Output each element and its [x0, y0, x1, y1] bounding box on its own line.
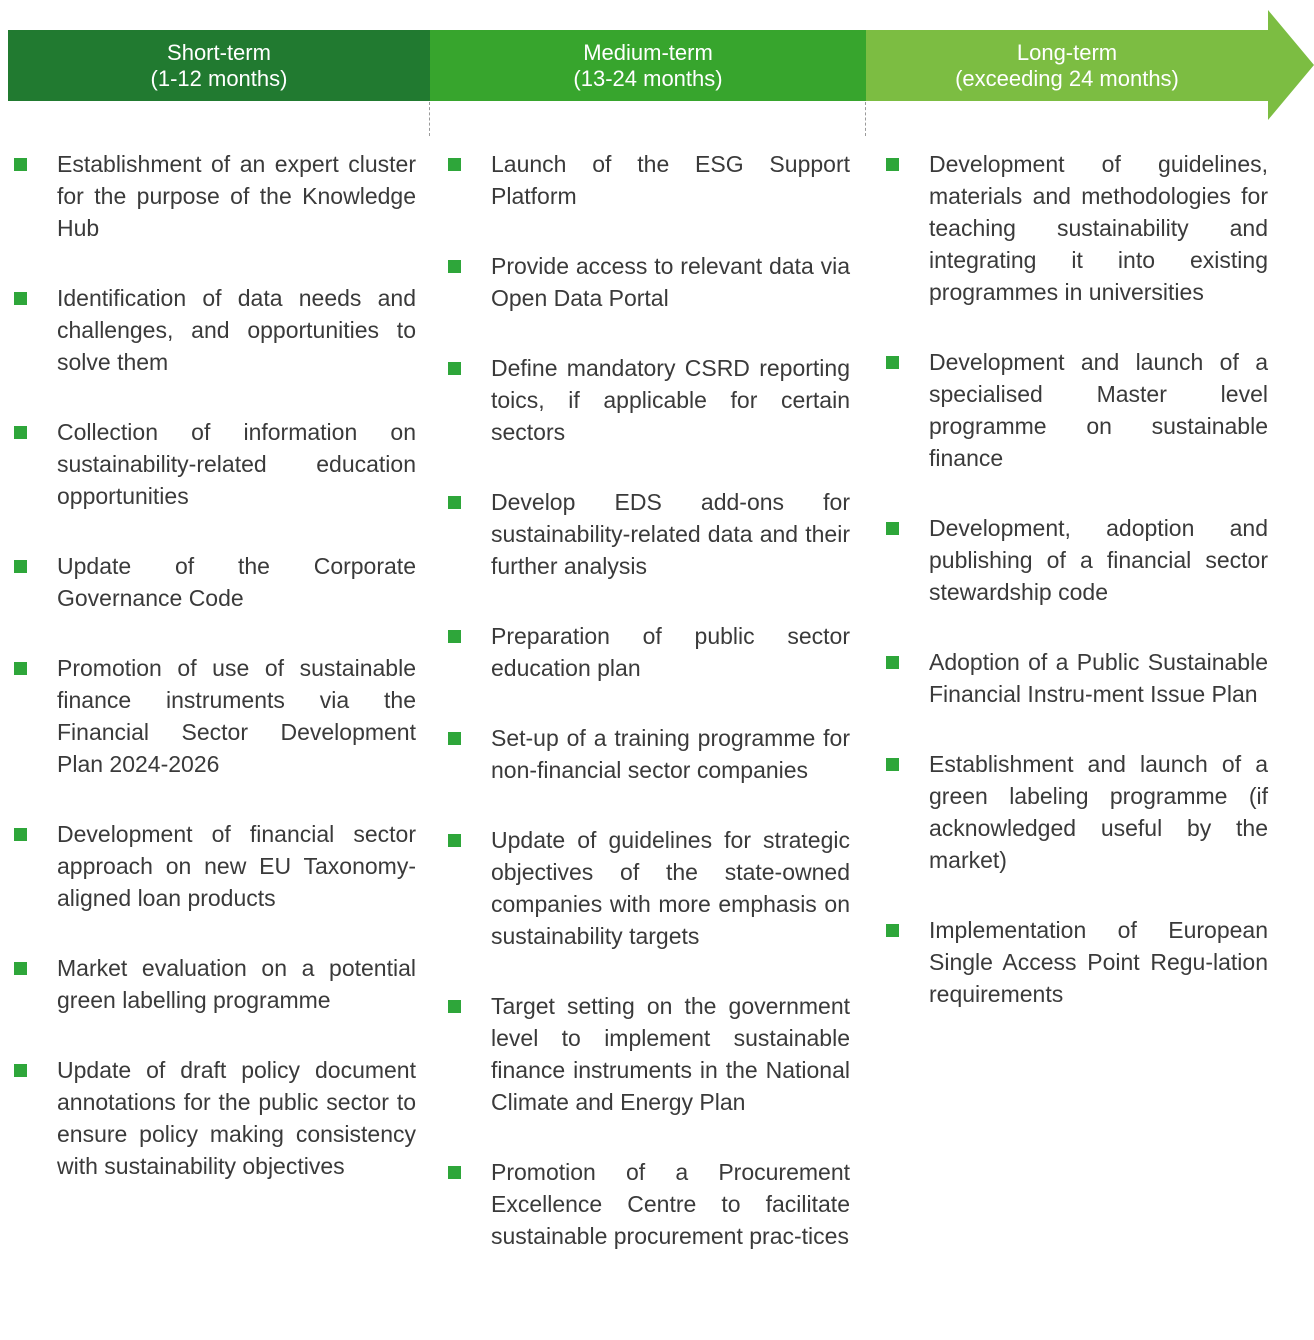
- long-term-title: Long-term: [1016, 39, 1118, 65]
- list-item: [10, 652, 416, 780]
- square-bullet-icon: [448, 496, 461, 509]
- list-item-text: Establishment and launch of a green labeling programme (if acknowledged useful by the market): [929, 751, 1268, 873]
- list-item-text: Preparation of public sector education plan: [491, 623, 850, 681]
- medium-term-header: [430, 30, 866, 101]
- list-item-text: Development of financial sector approach on new EU Taxonomy-aligned loan products: [57, 821, 416, 911]
- list-item: [444, 486, 850, 582]
- list-item: [10, 1054, 416, 1182]
- square-bullet-icon: [14, 1064, 27, 1077]
- list-item: [882, 148, 1268, 308]
- list-item-text: Target setting on the government level to implement sustainable finance instruments in the National Climate and Energy Plan: [491, 993, 850, 1115]
- square-bullet-icon: [448, 362, 461, 375]
- list-item-text: Establishment of an expert cluster for the purpose of the Knowledge Hub: [57, 151, 416, 241]
- list-item: [882, 346, 1268, 474]
- list-item-text: Adoption of a Public Sustainable Financial Instru-ment Issue Plan: [929, 649, 1268, 707]
- square-bullet-icon: [448, 630, 461, 643]
- list-item-text: Identification of data needs and challenges, and opportunities to solve them: [57, 285, 416, 375]
- list-item-text: Development and launch of a specialised Master level programme on sustainable finance: [929, 349, 1268, 471]
- list-item-text: Development of guidelines, materials and methodologies for teaching sustainability and integrating it into existing programmes in universities: [929, 151, 1268, 305]
- list-item: [444, 250, 850, 314]
- list-item: [10, 952, 416, 1016]
- square-bullet-icon: [886, 758, 899, 771]
- list-item-text: Promotion of use of sustainable finance instruments via the Financial Sector Development Plan 2024-2026: [57, 655, 416, 777]
- medium-term-period: (13-24 months): [573, 65, 723, 91]
- square-bullet-icon: [14, 828, 27, 841]
- square-bullet-icon: [886, 522, 899, 535]
- long-term-column: [882, 148, 1268, 1048]
- square-bullet-icon: [14, 560, 27, 573]
- list-item-text: Implementation of European Single Access Point Regu-lation requirements: [929, 917, 1268, 1007]
- square-bullet-icon: [448, 1166, 461, 1179]
- list-item: [10, 550, 416, 614]
- list-item: [882, 512, 1268, 608]
- square-bullet-icon: [14, 292, 27, 305]
- square-bullet-icon: [448, 260, 461, 273]
- list-item: [444, 1156, 850, 1252]
- square-bullet-icon: [14, 662, 27, 675]
- medium-term-title: Medium-term: [583, 39, 713, 65]
- square-bullet-icon: [448, 1000, 461, 1013]
- list-item: [444, 620, 850, 684]
- list-item-text: Define mandatory CSRD reporting toics, if applicable for certain sectors: [491, 355, 850, 445]
- list-item-text: Update of draft policy document annotations for the public sector to ensure policy making consistency with sustainability objectives: [57, 1057, 416, 1179]
- long-term-period: (exceeding 24 months): [955, 65, 1179, 91]
- list-item-text: Update of the Corporate Governance Code: [57, 553, 416, 611]
- list-item: [10, 818, 416, 914]
- list-item-text: Develop EDS add-ons for sustainability-related data and their further analysis: [491, 489, 850, 579]
- list-item: [444, 824, 850, 952]
- long-term-header: [866, 30, 1268, 101]
- square-bullet-icon: [448, 158, 461, 171]
- list-item: [444, 352, 850, 448]
- list-item-text: Update of guidelines for strategic objectives of the state-owned companies with more emphasis on sustainability targets: [491, 827, 850, 949]
- short-term-column: [10, 148, 416, 1220]
- list-item-text: Promotion of a Procurement Excellence Centre to facilitate sustainable procurement prac-tices: [491, 1159, 850, 1249]
- square-bullet-icon: [886, 924, 899, 937]
- square-bullet-icon: [14, 426, 27, 439]
- short-term-title: Short-term: [167, 39, 271, 65]
- square-bullet-icon: [14, 158, 27, 171]
- list-item: [10, 416, 416, 512]
- list-item: [444, 148, 850, 212]
- square-bullet-icon: [448, 834, 461, 847]
- square-bullet-icon: [886, 656, 899, 669]
- list-item: [882, 646, 1268, 710]
- divider-short-medium: [429, 102, 430, 136]
- divider-medium-long: [865, 102, 866, 136]
- list-item-text: Collection of information on sustainability-related education opportunities: [57, 419, 416, 509]
- square-bullet-icon: [886, 158, 899, 171]
- list-item-text: Development, adoption and publishing of a financial sector stewardship code: [929, 515, 1268, 605]
- short-term-header: [8, 30, 430, 101]
- list-item-text: Provide access to relevant data via Open Data Portal: [491, 253, 850, 311]
- square-bullet-icon: [448, 732, 461, 745]
- medium-term-column: [444, 148, 850, 1290]
- list-item-text: Market evaluation on a potential green labelling programme: [57, 955, 416, 1013]
- list-item: [882, 914, 1268, 1010]
- list-item: [10, 282, 416, 378]
- list-item: [882, 748, 1268, 876]
- square-bullet-icon: [886, 356, 899, 369]
- list-item: [444, 990, 850, 1118]
- list-item-text: Launch of the ESG Support Platform: [491, 151, 850, 209]
- short-term-period: (1-12 months): [150, 65, 288, 91]
- list-item-text: Set-up of a training programme for non-financial sector companies: [491, 725, 850, 783]
- square-bullet-icon: [14, 962, 27, 975]
- list-item: [10, 148, 416, 244]
- list-item: [444, 722, 850, 786]
